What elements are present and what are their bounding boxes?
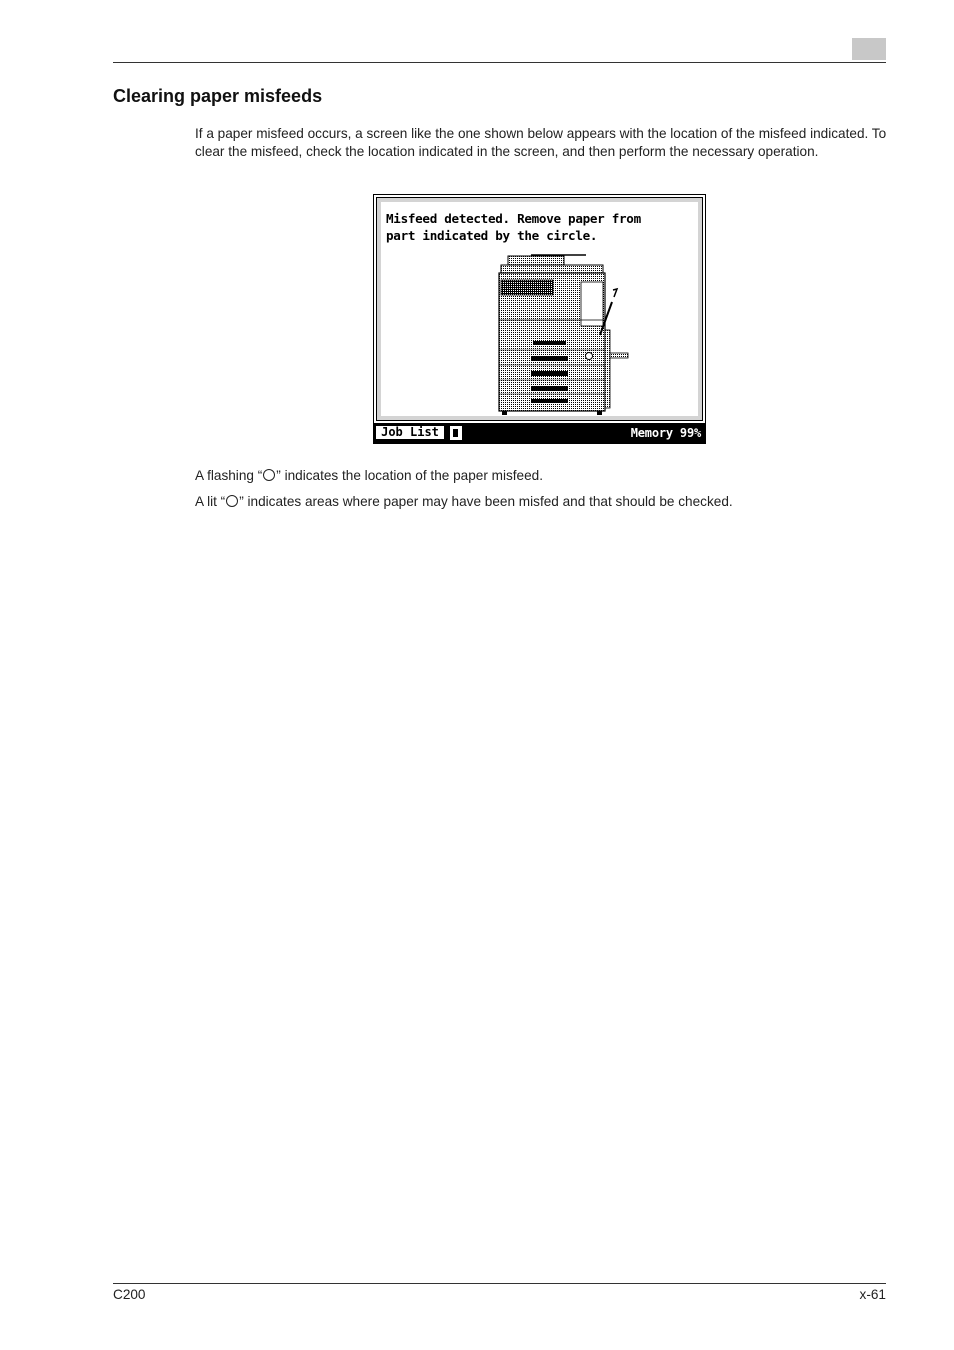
document-icon xyxy=(450,426,462,440)
circle-icon xyxy=(263,469,275,481)
screen-content xyxy=(381,202,698,416)
misfeed-message: Misfeed detected. Remove paper from part indicated by the circle. xyxy=(386,211,641,243)
job-list-button[interactable]: Job List xyxy=(375,425,445,440)
status-bar xyxy=(374,423,705,443)
section-heading: Clearing paper misfeeds xyxy=(113,86,323,106)
flashing-note: A flashing “ ” indicates the location of the paper misfeed. xyxy=(195,468,544,483)
top-rule xyxy=(113,62,886,63)
screen-frame xyxy=(376,197,703,421)
intro-paragraph: If a paper misfeed occurs, a screen like the one shown below appears with the location of the misfeed indicated. To clear the misfeed, check the location indicated in the screen, and then perform the necessary operation. xyxy=(195,126,887,160)
copier-machine-icon xyxy=(381,202,702,420)
chapter-tab xyxy=(852,38,886,60)
memory-status: Memory 99% xyxy=(630,426,701,440)
lit-note: A lit “ ” indicates areas where paper may have been misfed and that should be checked. xyxy=(195,494,733,509)
footer-page-number: x-61 xyxy=(859,1287,886,1302)
circle-icon xyxy=(226,495,238,507)
footer-model: C200 xyxy=(113,1287,146,1302)
bottom-rule xyxy=(113,1283,886,1284)
touch-panel-screen xyxy=(373,194,706,444)
